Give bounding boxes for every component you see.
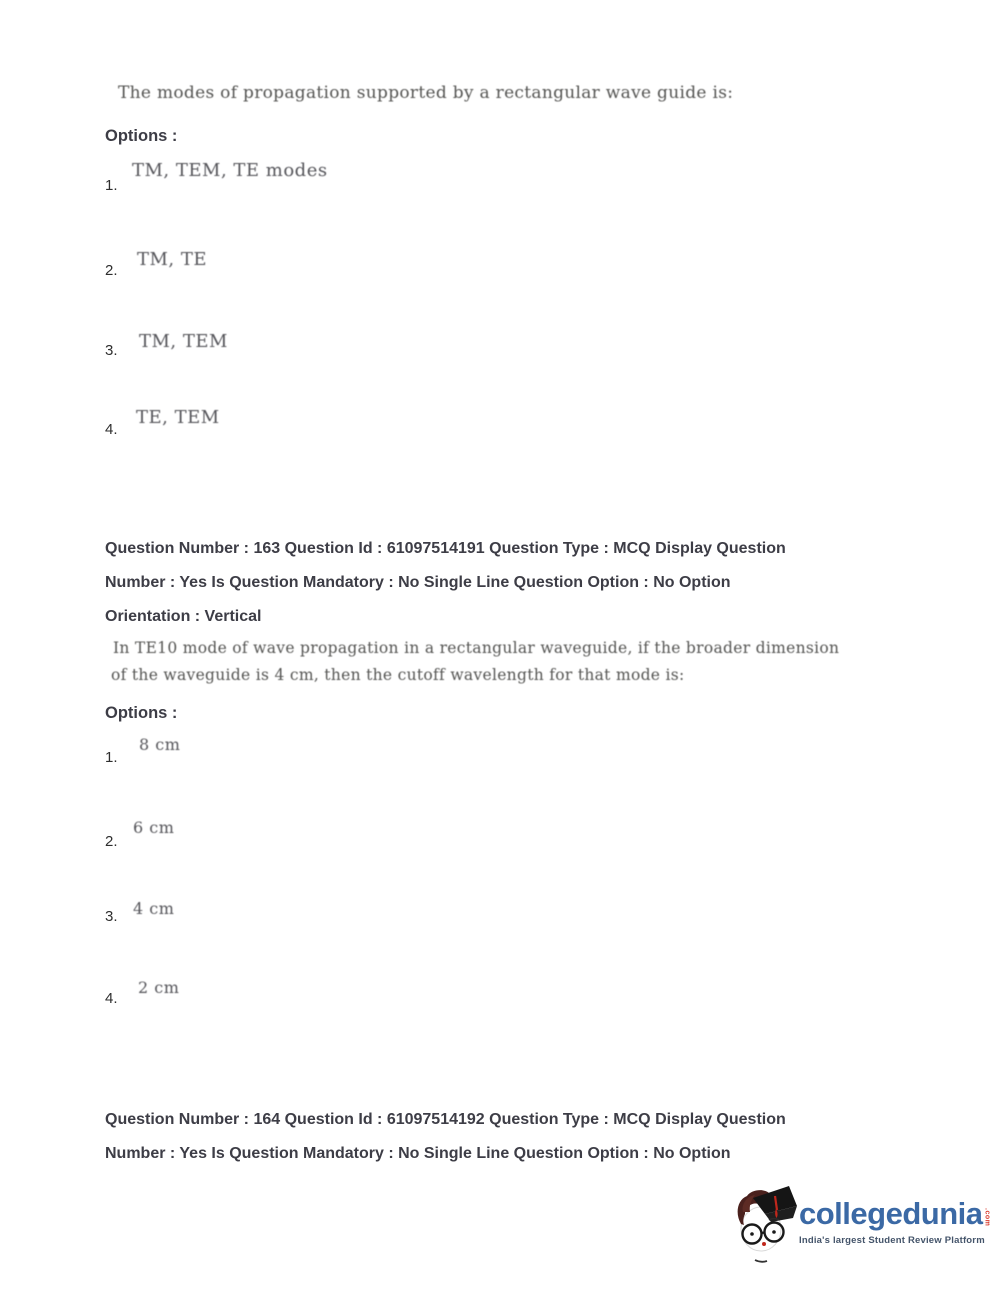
option-text: 6 cm [133,818,175,837]
metadata-line: Number : Yes Is Question Mandatory : No Single Line Question Option : No Option [105,574,731,591]
question-text-line: of the waveguide is 4 cm, then the cutoff wavelength for that mode is: [111,666,685,684]
options-label: Options : [105,704,178,722]
metadata-line: Question Number : 164 Question Id : 61097514192 Question Type : MCQ Display Question [105,1111,786,1128]
logo-text-column [799,1198,990,1246]
question-text: The modes of propagation supported by a rectangular wave guide is: [118,83,734,103]
option-number: 4. [105,421,118,438]
brand-row [799,1198,990,1229]
option-number: 4. [105,990,118,1007]
option-number: 2. [105,833,118,850]
option-number: 2. [105,262,118,279]
question-text-line: In TE10 mode of wave propagation in a rectangular waveguide, if the broader dimension [113,639,840,657]
collegedunia-mascot-icon [731,1184,797,1268]
brand-name: collegedunia [799,1196,983,1231]
option-text: 4 cm [133,899,175,918]
question-164-metadata [105,1103,786,1171]
brand-tagline: India's largest Student Review Platform [799,1235,985,1246]
metadata-line: Question Number : 163 Question Id : 61097514191 Question Type : MCQ Display Question [105,540,786,557]
option-number: 3. [105,342,118,359]
option-text: 8 cm [139,735,181,754]
option-text: TM, TEM [139,331,228,352]
option-number: 1. [105,177,118,194]
option-number: 1. [105,749,118,766]
collegedunia-logo [731,1184,990,1268]
options-label: Options : [105,127,178,145]
brand-suffix: .com [983,1207,991,1226]
option-number: 3. [105,908,118,925]
question-163-metadata [105,532,786,634]
option-text: 2 cm [138,978,180,997]
option-text: TM, TEM, TE modes [132,160,328,181]
metadata-line: Orientation : Vertical [105,608,262,625]
option-text: TE, TEM [136,407,220,428]
option-text: TM, TE [137,249,208,270]
metadata-line: Number : Yes Is Question Mandatory : No Single Line Question Option : No Option [105,1145,731,1162]
